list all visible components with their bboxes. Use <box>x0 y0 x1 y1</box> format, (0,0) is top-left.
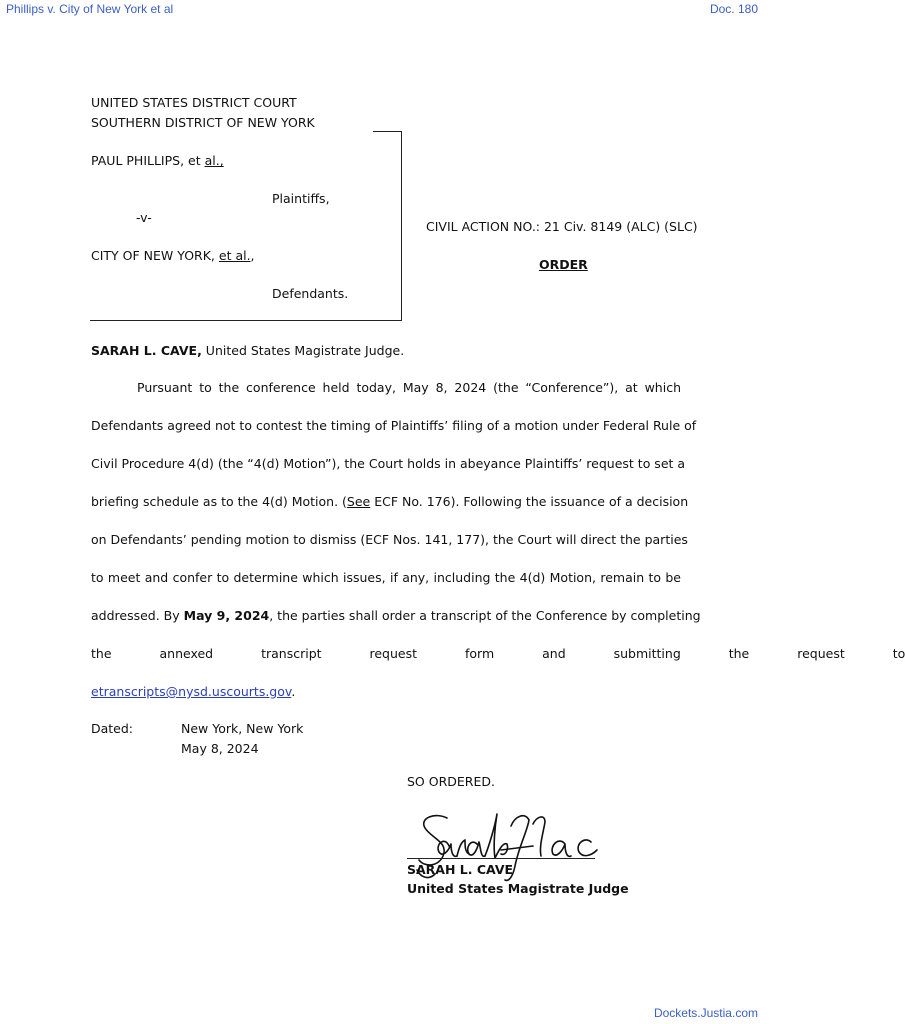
body-line: Pursuant to the conference held today, May 8, 2024 (the “Conference”), at which <box>137 380 681 395</box>
order-body <box>91 369 905 711</box>
body-line: briefing schedule as to the 4(d) Motion. (See ECF No. 176). Following the issuance of a decision <box>91 494 689 509</box>
civil-action-number: CIVIL ACTION NO.: 21 Civ. 8149 (ALC) (SLC) <box>426 219 698 234</box>
body-line: Civil Procedure 4(d) (the “4(d) Motion”), the Court holds in abeyance Plaintiffs’ request to set a <box>91 456 686 471</box>
signer-title: United States Magistrate Judge <box>407 881 629 896</box>
body-line: etranscripts@nysd.uscourts.gov. <box>91 684 296 699</box>
defendant-line: CITY OF NEW YORK, et al., <box>91 248 255 263</box>
versus-label: -v- <box>136 210 152 225</box>
signature-line <box>407 858 595 859</box>
dated-label: Dated: <box>91 721 134 736</box>
defendants-label: Defendants. <box>272 286 349 301</box>
body-line: the annexed transcript request form and submitting the request to <box>91 646 905 661</box>
dated-place: New York, New York <box>181 721 304 736</box>
dated-date: May 8, 2024 <box>181 741 259 756</box>
body-line: addressed. By May 9, 2024, the parties shall order a transcript of the Conference by completing <box>91 608 701 623</box>
signer-name: SARAH L. CAVE <box>407 862 514 877</box>
court-district: SOUTHERN DISTRICT OF NEW YORK <box>91 115 315 130</box>
plaintiffs-label: Plaintiffs, <box>272 191 330 206</box>
email-link[interactable]: etranscripts@nysd.uscourts.gov <box>91 684 292 699</box>
so-ordered: SO ORDERED. <box>407 774 495 789</box>
justia-footer-link[interactable]: Dockets.Justia.com <box>653 1006 758 1020</box>
case-title-link[interactable]: Phillips v. City of New York et al <box>6 2 174 16</box>
body-line: on Defendants’ pending motion to dismiss (ECF Nos. 141, 177), the Court will direct the parties <box>91 532 688 547</box>
body-line: Defendants agreed not to contest the timing of Plaintiffs’ filing of a motion under Federal Rule of <box>91 418 697 433</box>
plaintiff-line: PAUL PHILLIPS, et al., <box>91 153 224 168</box>
order-title: ORDER <box>539 257 588 272</box>
body-line: to meet and confer to determine which issues, if any, including the 4(d) Motion, remain to be <box>91 570 681 585</box>
doc-number-link[interactable]: Doc. 180 <box>709 2 758 16</box>
judge-intro: SARAH L. CAVE, United States Magistrate Judge. <box>91 343 405 358</box>
court-name: UNITED STATES DISTRICT COURT <box>91 95 297 110</box>
